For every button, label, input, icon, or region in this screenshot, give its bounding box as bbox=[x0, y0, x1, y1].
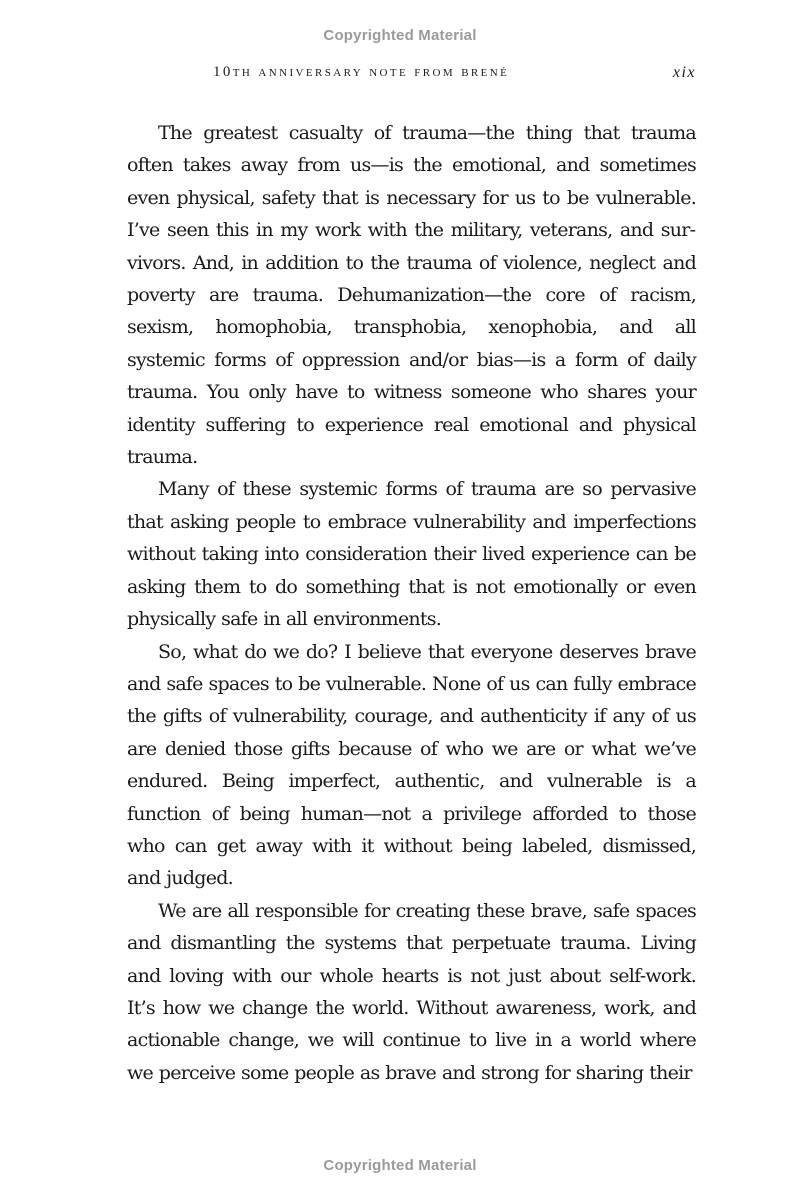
page-number: xix bbox=[672, 64, 696, 81]
paragraph-3: So, what do we do? I believe that everyone deserves brave and safe spaces to be vulnerable. None of us can fully embrace the gifts of vulnerability, courage, and authenticity if any of us are denied those gifts because of who we are or what we’ve endured. Being imperfect, authentic, and vulnerable is a function of being human—not a privilege afforded to those who can get away with it without being labeled, dismissed, and judged. bbox=[127, 640, 696, 890]
paragraph-1: The greatest casualty of trauma—the thing that trauma often takes away from us—is the emotional, and sometimes even physical, safety that is necessary for us to be vulnerable. I’ve seen this in my work with the military, veterans, and survivors. And, in addition to the trauma of violence, neglect and poverty are trauma. Dehumanization—the core of racism, sexism, homophobia, transphobia, xenophobia, and all systemic forms of oppression and/or bias—is a form of daily trauma. You only have to witness someone who shares your identity suffering to experience real emotional and physical trauma. bbox=[127, 122, 696, 469]
running-head-title: 10th anniversary note from brené bbox=[213, 64, 510, 80]
copyright-watermark-top: Copyrighted Material bbox=[323, 27, 477, 44]
paragraph-2: Many of these systemic forms of trauma are so pervasive that asking people to embrace vulnerability and imperfections without taking into consideration their lived experience can be asking them to do something that is not emotionally or even physically safe in all environments. bbox=[127, 478, 696, 631]
paragraph-4: We are all responsible for creating these brave, safe spaces and dismantling the systems that perpetuate trauma. Living and loving with our whole hearts is not just about self-work. It’s how we change the world. Without awareness, work, and actionable change, we will continue to live in a world where we perceive some people as brave and strong for sharing their bbox=[127, 899, 696, 1084]
body-text bbox=[127, 117, 696, 1089]
copyright-watermark-bottom: Copyrighted Material bbox=[323, 1157, 477, 1174]
running-head bbox=[127, 64, 696, 88]
